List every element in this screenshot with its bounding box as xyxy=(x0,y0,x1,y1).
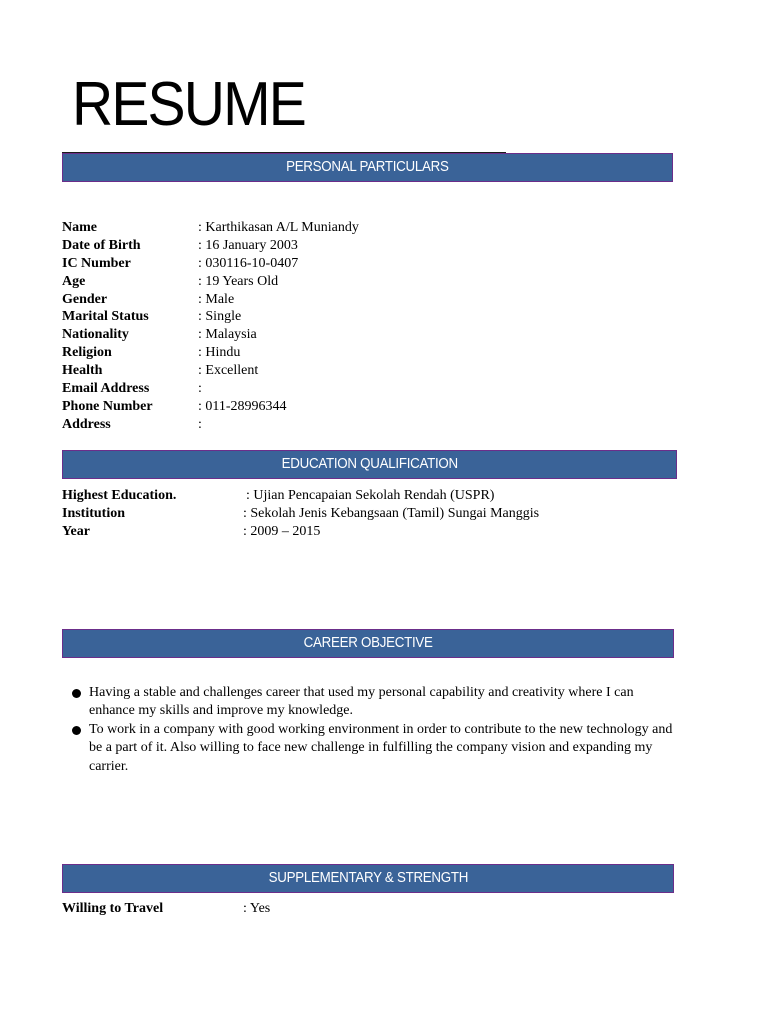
detail-label: Name xyxy=(62,220,97,235)
detail-value: : Excellent xyxy=(198,363,259,379)
section-title-education: EDUCATION QUALIFICATION xyxy=(281,456,458,472)
detail-value: : 011-28996344 xyxy=(198,398,287,414)
detail-label: Health xyxy=(62,363,103,379)
detail-row-address xyxy=(62,416,662,434)
detail-row-age xyxy=(62,273,662,291)
section-title-supplementary: SUPPLEMENTARY & STRENGTH xyxy=(268,870,468,886)
detail-row-nationality xyxy=(62,326,662,344)
detail-label: Age xyxy=(62,273,86,289)
career-objective-list xyxy=(72,684,680,776)
section-header-career xyxy=(62,629,674,658)
section-title-personal: PERSONAL PARTICULARS xyxy=(286,159,449,175)
education-details xyxy=(62,487,682,541)
detail-value: : Hindu xyxy=(198,345,241,361)
detail-label: Highest Education. xyxy=(62,488,177,503)
detail-row-name xyxy=(62,219,662,237)
detail-value: : Ujian Pencapaian Sekolah Rendah (USPR) xyxy=(246,488,495,503)
detail-row-health xyxy=(62,362,662,380)
detail-label: Nationality xyxy=(62,327,129,343)
detail-label: Gender xyxy=(62,291,108,307)
detail-label: Institution xyxy=(62,505,126,521)
section-header-supplementary xyxy=(62,864,674,893)
list-item xyxy=(72,684,680,721)
detail-value: : Karthikasan A/L Muniandy xyxy=(198,220,359,235)
detail-row-email xyxy=(62,380,662,398)
supplementary-details xyxy=(62,900,662,918)
detail-row-dob xyxy=(62,237,662,255)
education-row-institution xyxy=(62,505,682,523)
detail-label: Religion xyxy=(62,345,112,361)
detail-value: : Male xyxy=(198,291,235,307)
detail-label: Address xyxy=(62,416,111,432)
detail-value: : xyxy=(198,416,202,432)
detail-row-marital xyxy=(62,308,662,326)
detail-label: Email Address xyxy=(62,381,150,397)
section-header-education xyxy=(62,450,677,479)
objective-text: Having a stable and challenges career that used my personal capability and creativity where I can enhance my skills and improve my knowledge. xyxy=(89,685,634,719)
supplementary-row-travel xyxy=(62,900,662,918)
detail-value: : 2009 – 2015 xyxy=(243,523,321,539)
detail-label: Date of Birth xyxy=(62,237,141,253)
detail-value: : Malaysia xyxy=(198,327,257,343)
education-row-highest xyxy=(62,487,682,505)
bullet-icon xyxy=(72,726,81,735)
detail-value: : 030116-10-0407 xyxy=(198,255,299,271)
detail-row-religion xyxy=(62,344,662,362)
page-title: RESUME xyxy=(72,70,306,139)
list-item xyxy=(72,721,680,776)
detail-value: : 19 Years Old xyxy=(198,273,279,289)
detail-value: : 16 January 2003 xyxy=(198,237,298,253)
detail-value: : Yes xyxy=(243,901,271,916)
detail-label: IC Number xyxy=(62,255,131,271)
detail-value: : Sekolah Jenis Kebangsaan (Tamil) Sungai Manggis xyxy=(243,505,540,521)
section-header-personal xyxy=(62,153,673,182)
objective-text: To work in a company with good working environment in order to contribute to the new technology and be a part of it. Also willing to face new challenge in fulfilling the company vision and expanding my carrier. xyxy=(89,721,673,774)
education-row-year xyxy=(62,523,682,541)
detail-row-gender xyxy=(62,291,662,309)
detail-value: : xyxy=(198,381,202,397)
section-title-career: CAREER OBJECTIVE xyxy=(303,635,433,651)
detail-row-phone xyxy=(62,398,662,416)
detail-row-ic xyxy=(62,255,662,273)
detail-label: Marital Status xyxy=(62,309,149,325)
detail-label: Year xyxy=(62,523,90,539)
personal-details xyxy=(62,219,662,434)
detail-label: Phone Number xyxy=(62,398,153,414)
detail-value: : Single xyxy=(198,309,242,325)
detail-label: Willing to Travel xyxy=(62,901,164,916)
bullet-icon xyxy=(72,689,81,698)
